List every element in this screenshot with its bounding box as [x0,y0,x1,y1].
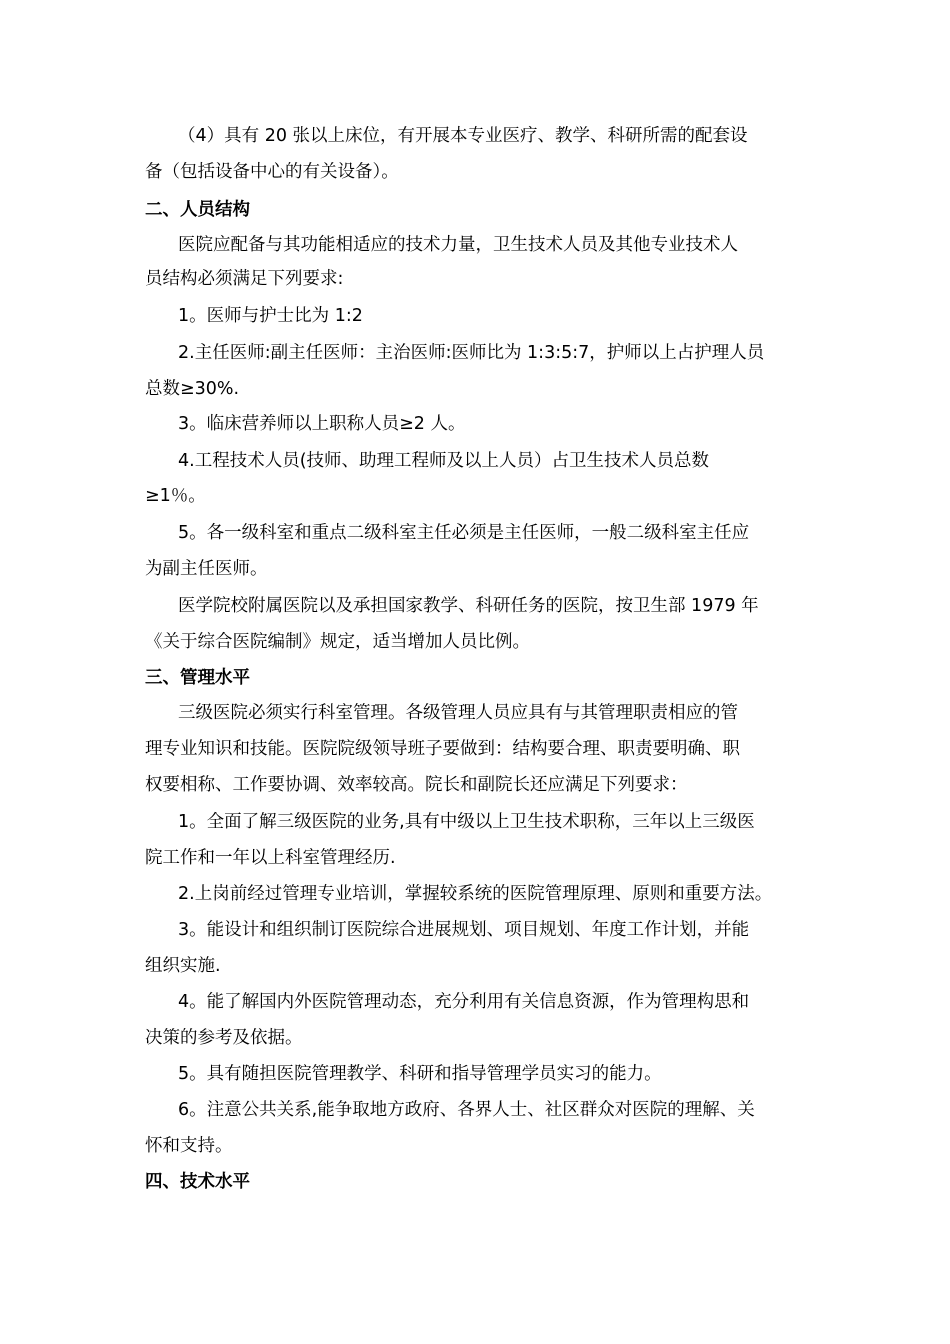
text-line: 1。医师与护士比为 1:2 [178,306,363,326]
text-line: 理专业知识和技能。医院院级领导班子要做到：结构要合理、职责要明确、职 [145,739,740,759]
text-line: 2.主任医师:副主任医师：主治医师:医师比为 1:3:5:7，护师以上占护理人员 [178,343,765,363]
text-line: 5。各一级科室和重点二级科室主任必须是主任医师，一般二级科室主任应 [178,523,750,543]
text-line: 医院应配备与其功能相适应的技术力量，卫生技术人员及其他专业技术人 [178,235,738,255]
text-line: 院工作和一年以上科室管理经历. [145,848,396,868]
section-heading: 二、人员结构 [145,200,250,220]
text-line: 3。临床营养师以上职称人员≥2 人。 [178,414,466,434]
text-line: 三级医院必须实行科室管理。各级管理人员应具有与其管理职责相应的管 [178,703,738,723]
text-line: 6。注意公共关系,能争取地方政府、各界人士、社区群众对医院的理解、关 [178,1100,755,1120]
section-heading: 四、技术水平 [145,1172,250,1192]
section-heading: 三、管理水平 [145,668,250,688]
text-line: 《关于综合医院编制》规定，适当增加人员比例。 [145,632,530,652]
text-line: 4。能了解国内外医院管理动态，充分利用有关信息资源，作为管理构思和 [178,992,750,1012]
text-line: 1。全面了解三级医院的业务,具有中级以上卫生技术职称，三年以上三级医 [178,812,755,832]
text-line: 3。能设计和组织制订医院综合进展规划、项目规划、年度工作计划，并能 [178,920,750,940]
text-line: （4）具有 20 张以上床位，有开展本专业医疗、教学、科研所需的配套设 [178,126,748,146]
text-line: 组织实施. [145,956,221,976]
text-line: 4.工程技术人员(技师、助理工程师及以上人员）占卫生技术人员总数 [178,451,710,471]
text-line: 2.上岗前经过管理专业培训，掌握较系统的医院管理原理、原则和重要方法。 [178,884,773,904]
text-line: 总数≥30%. [145,379,240,399]
text-line: 备（包括设备中心的有关设备）。 [145,162,399,182]
text-line: 为副主任医师。 [145,559,268,579]
text-line: 决策的参考及依据。 [145,1028,303,1048]
text-line: 怀和支持。 [145,1136,233,1156]
text-line: 员结构必须满足下列要求: [145,269,344,289]
text-line: ≥1％。 [145,486,206,506]
text-line: 5。具有随担医院管理教学、科研和指导管理学员实习的能力。 [178,1064,662,1084]
text-line: 医学院校附属医院以及承担国家教学、科研任务的医院，按卫生部 1979 年 [178,596,759,616]
text-line: 权要相称、工作要协调、效率较高。院长和副院长还应满足下列要求： [145,775,688,795]
